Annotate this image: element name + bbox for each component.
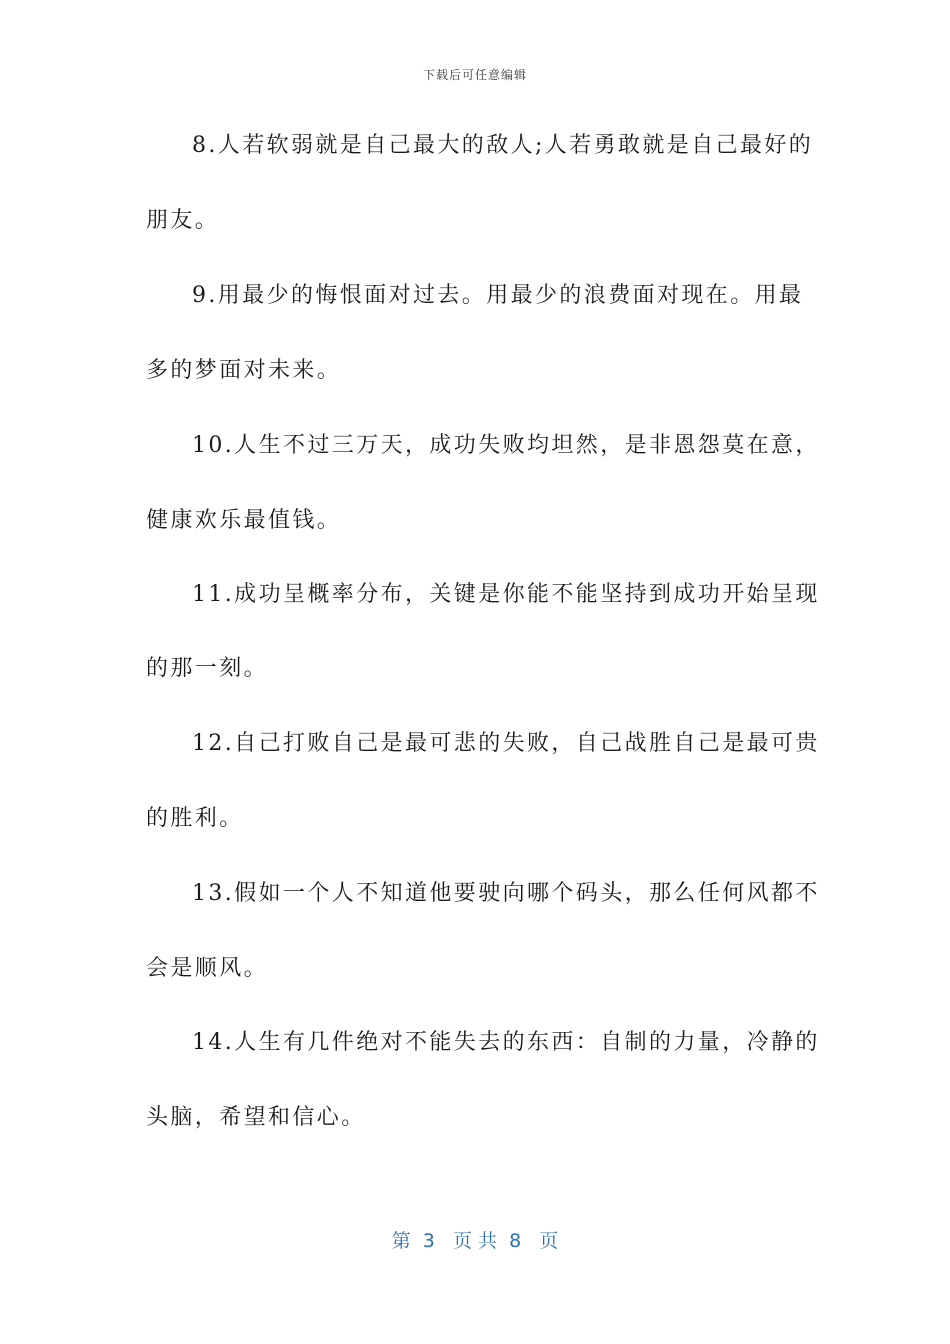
- paragraph-9-line-1: 9.用最少的悔恨面对过去。用最少的浪费面对现在。用最: [192, 283, 804, 308]
- paragraph-13-line-2: 会是顺风。: [146, 956, 269, 981]
- paragraph-11-line-2: 的那一刻。: [146, 656, 269, 681]
- paragraph-9-line-2: 多的梦面对未来。: [146, 358, 342, 383]
- paragraph-12-line-1: 12.自己打败自己是最可悲的失败，自己战胜自己是最可贵: [192, 731, 820, 756]
- page-footer: 第 3 页 共 8 页: [391, 1230, 559, 1252]
- paragraph-8-line-1: 8.人若软弱就是自己最大的敌人;人若勇敢就是自己最好的: [192, 133, 814, 158]
- paragraph-14-line-1: 14.人生有几件绝对不能失去的东西：自制的力量，冷静的: [192, 1030, 820, 1055]
- paragraph-10-line-1: 10.人生不过三万天，成功失败均坦然，是非恩怨莫在意，: [192, 433, 820, 458]
- paragraph-12-line-2: 的胜利。: [146, 806, 244, 831]
- paragraph-11-line-1: 11.成功呈概率分布，关键是你能不能坚持到成功开始呈现: [192, 582, 820, 607]
- paragraph-14-line-2: 头脑，希望和信心。: [146, 1105, 366, 1130]
- paragraph-13-line-1: 13.假如一个人不知道他要驶向哪个码头，那么任何风都不: [192, 881, 820, 906]
- paragraph-8-line-2: 朋友。: [146, 208, 220, 233]
- page-header: 下载后可任意编辑: [422, 68, 527, 82]
- paragraph-10-line-2: 健康欢乐最值钱。: [146, 508, 342, 533]
